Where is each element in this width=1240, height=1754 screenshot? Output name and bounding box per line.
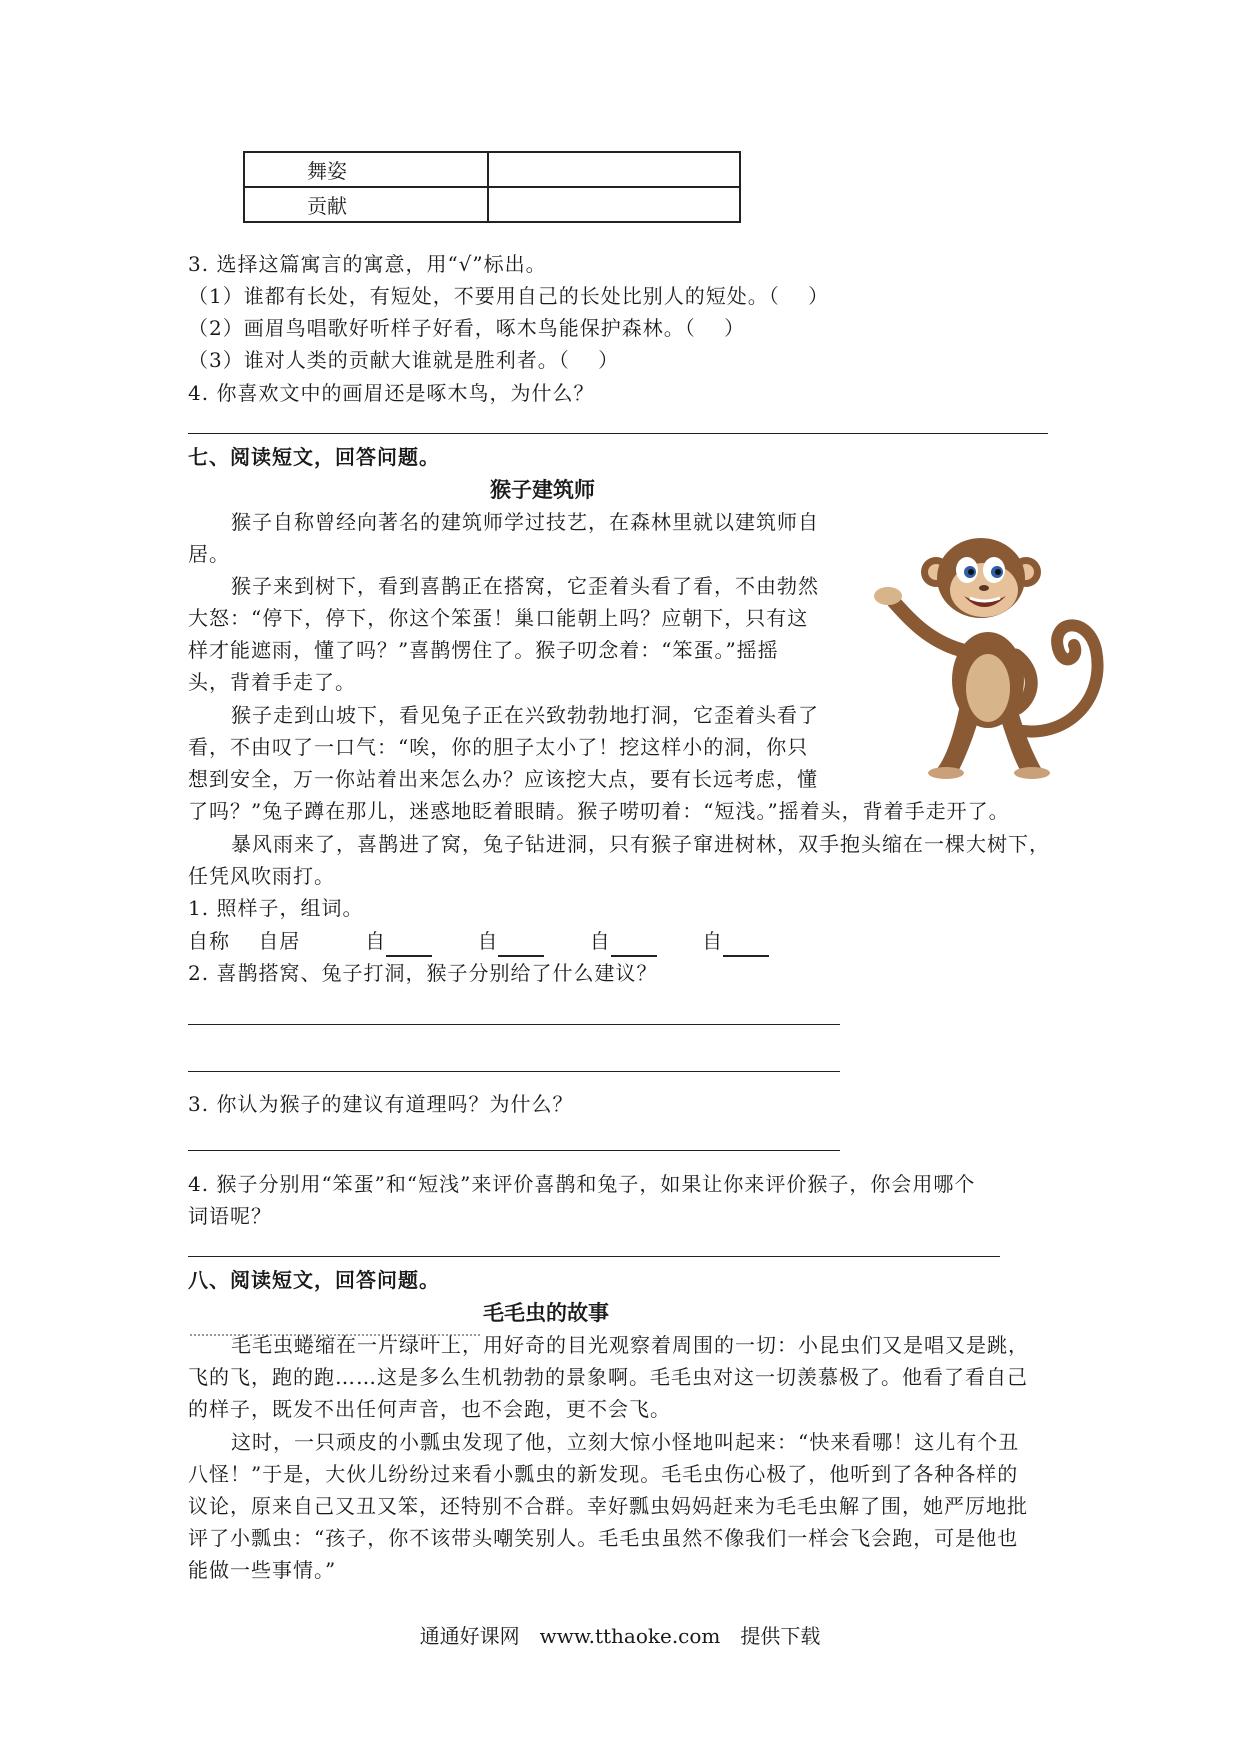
passage-line: 飞的飞，跑的跑……这是多么生机勃勃的景象啊。毛毛虫对这一切羡慕极了。他看了看自己 xyxy=(188,1365,1028,1389)
fill-blank[interactable] xyxy=(723,931,769,957)
passage-line: 看，不由叹了一口气：“唉，你的胆子太小了！挖这样小的洞，你只 xyxy=(188,735,809,759)
table-cell-label: 贡献 xyxy=(244,187,488,222)
passage-line: 这时，一只顽皮的小瓢虫发现了他，立刻大惊小怪地叫起来：“快来看哪！这儿有个丑 xyxy=(231,1430,1020,1454)
section-heading: 八、阅读短文，回答问题。 xyxy=(188,1268,440,1292)
question-4: 4. 你喜欢文中的画眉还是啄木鸟，为什么？ xyxy=(188,381,595,405)
blank-prefix: 自 xyxy=(589,929,611,953)
passage-line: 猴子来到树下，看到喜鹊正在搭窝，它歪着头看了看，不由勃然 xyxy=(231,574,819,598)
passage-line: 的样子，既发不出任何声音，也不会跑，更不会飞。 xyxy=(188,1397,671,1421)
question-2: 2. 喜鹊搭窝、兔子打洞，猴子分别给了什么建议？ xyxy=(188,961,658,985)
answer-line[interactable] xyxy=(188,1150,840,1151)
table-row xyxy=(244,187,740,222)
question-3: 3. 选择这篇寓言的寓意，用“√”标出。 xyxy=(188,252,547,276)
section-heading: 七、阅读短文，回答问题。 xyxy=(188,445,440,469)
passage-line: 暴风雨来了，喜鹊进了窝，兔子钻进洞，只有猴子窜进树林，双手抱头缩在一棵大树下， xyxy=(231,832,1050,856)
fill-blank[interactable] xyxy=(611,931,657,957)
passage-line: 大怒：“停下，停下，你这个笨蛋！巢口能朝上吗？应朝下，只有这 xyxy=(188,606,809,630)
question-1: 1. 照样子，组词。 xyxy=(188,896,364,920)
fill-blank[interactable] xyxy=(498,931,544,957)
question-4: 4. 猴子分别用“笨蛋”和“短浅”来评价喜鹊和兔子，如果让你来评价猴子，你会用哪个 xyxy=(188,1172,976,1196)
answer-table xyxy=(243,151,741,223)
table-row xyxy=(244,152,740,187)
passage-line: 毛毛虫蜷缩在一片绿叶上，用好奇的目光观察着周围的一切：小昆虫们又是唱又是跳， xyxy=(231,1333,1029,1357)
question-3-option-3[interactable]: （3）谁对人类的贡献大谁就是胜利者。（ ） xyxy=(188,348,620,372)
passage-line: 任凭风吹雨打。 xyxy=(188,864,335,888)
question-3-option-2[interactable]: （2）画眉鸟唱歌好听样子好看，啄木鸟能保护森林。（ ） xyxy=(188,316,746,340)
passage-line: 头，背着手走了。 xyxy=(188,670,356,694)
passage-line: 八怪！”于是，大伙儿纷纷过来看小瓢虫的新发现。毛毛虫伤心极了，他听到了各种各样的 xyxy=(188,1462,1019,1486)
answer-line[interactable] xyxy=(188,433,1048,434)
question-4-cont: 词语呢？ xyxy=(188,1204,272,1228)
word-examples xyxy=(188,925,807,957)
table-cell-answer[interactable] xyxy=(488,187,740,222)
passage-line: 猴子自称曾经向著名的建筑师学过技艺，在森林里就以建筑师自 xyxy=(231,510,819,534)
passage-line: 居。 xyxy=(188,542,230,566)
answer-line[interactable] xyxy=(188,1024,840,1025)
passage-line: 想到安全，万一你站着出来怎么办？应该挖大点，要有长远考虑，懂 xyxy=(188,767,818,791)
passage-line: 能做一些事情。” xyxy=(188,1558,337,1582)
blank-prefix: 自 xyxy=(477,929,499,953)
passage-line: 评了小瓢虫：“孩子，你不该带头嘲笑别人。毛毛虫虽然不像我们一样会飞会跑，可是他也 xyxy=(188,1526,1019,1550)
fill-blank[interactable] xyxy=(386,931,432,957)
blank-prefix: 自 xyxy=(365,929,387,953)
question-3-option-1[interactable]: （1）谁都有长处，有短处，不要用自己的长处比别人的短处。（ ） xyxy=(188,284,830,308)
footer-credit: 通通好课网 www.tthaoke.com 提供下载 xyxy=(419,1624,821,1648)
monkey-illustration xyxy=(866,530,1112,780)
passage-line: 议论，原来自己又丑又笨，还特别不合群。幸好瓢虫妈妈赶来为毛毛虫解了围，她严厉地批 xyxy=(188,1494,1028,1518)
passage-line: 样才能遮雨，懂了吗？”喜鹊愣住了。猴子叨念着：“笨蛋。”摇摇 xyxy=(188,638,779,662)
passage-line: 了吗？”兔子蹲在那儿，迷惑地眨着眼睛。猴子唠叨着：“短浅。”摇着头，背着手走开了。 xyxy=(188,799,1010,823)
table-cell-answer[interactable] xyxy=(488,152,740,187)
passage-title: 猴子建筑师 xyxy=(490,477,595,502)
answer-line[interactable] xyxy=(188,1256,1000,1257)
passage-title: 毛毛虫的故事 xyxy=(483,1300,609,1325)
passage-line: 猴子走到山坡下，看见兔子正在兴致勃勃地打洞，它歪着头看了 xyxy=(231,703,819,727)
table-cell-label: 舞姿 xyxy=(244,152,488,187)
question-3: 3. 你认为猴子的建议有道理吗？为什么？ xyxy=(188,1092,574,1116)
blank-prefix: 自 xyxy=(702,929,724,953)
answer-line[interactable] xyxy=(188,1071,840,1072)
example-words: 自称 自居 xyxy=(188,929,301,953)
